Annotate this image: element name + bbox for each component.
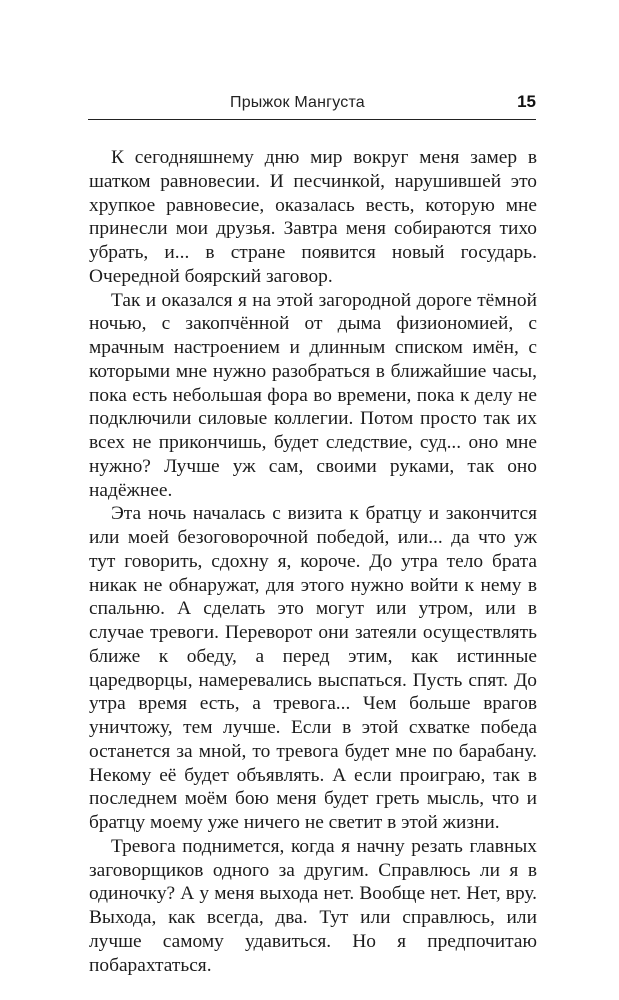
header-rule — [88, 119, 536, 120]
page-header — [88, 92, 536, 116]
paragraph: Тревога поднимется, когда я начну резать главных заговорщиков одного за другим. Справлюсь ли я в одиночку? А у меня выхода нет. Вообще нет. Нет, вру. Выхода, как всегда, два. Тут или справлюсь, или лучше самому удавиться. Но я предпочитаю побарахтаться. — [89, 835, 537, 976]
paragraph: К сегодняшнему дню мир вокруг меня замер в шатком равновесии. И песчинкой, нарушившей это хрупкое равновесие, оказалась весть, которую мне принесли мои друзья. Завтра меня собираются тихо убрать, и... в стране появится новый государь. Очередной боярский заговор. — [89, 147, 537, 287]
paragraph: Эта ночь началась с визита к братцу и закончится или моей безоговорочной победой, или... да что уж тут говорить, сдохну я, короче. До утра тело брата никак не обнаружат, для этого нужно войти к нему в спальню. А сделать это могут или утром, или в случае тревоги. Переворот они затеяли осуществлять ближе к обеду, а перед этим, как истинные царедворцы, намеревались выспаться. Пусть спят. До утра время есть, а тревога... Чем больше врагов уничтожу, тем лучше. Если в этой схватке победа останется за мной, то тревога будет мне по барабану. Некому её будет объявлять. А если проиграю, так в последнем моём бою меня будет греть мысль, что и братцу моему уже ничего не светит в этой жизни. — [89, 503, 537, 833]
running-title: Прыжок Мангуста — [230, 94, 365, 111]
paragraph: Так и оказался я на этой загородной дороге тёмной ночью, с закопчённой от дыма физиономией, с мрачным настроением и длинным списком имён, с которыми мне нужно разобраться в ближайшие часы, пока есть небольшая фора во времени, пока к делу не подключили силовые коллегии. Потом просто так их всех не прикончишь, будет следствие, суд... оно мне нужно? Лучше уж сам, своими руками, так оно надёжнее. — [89, 289, 537, 501]
body-text — [89, 146, 537, 977]
page-number: 15 — [517, 92, 536, 111]
